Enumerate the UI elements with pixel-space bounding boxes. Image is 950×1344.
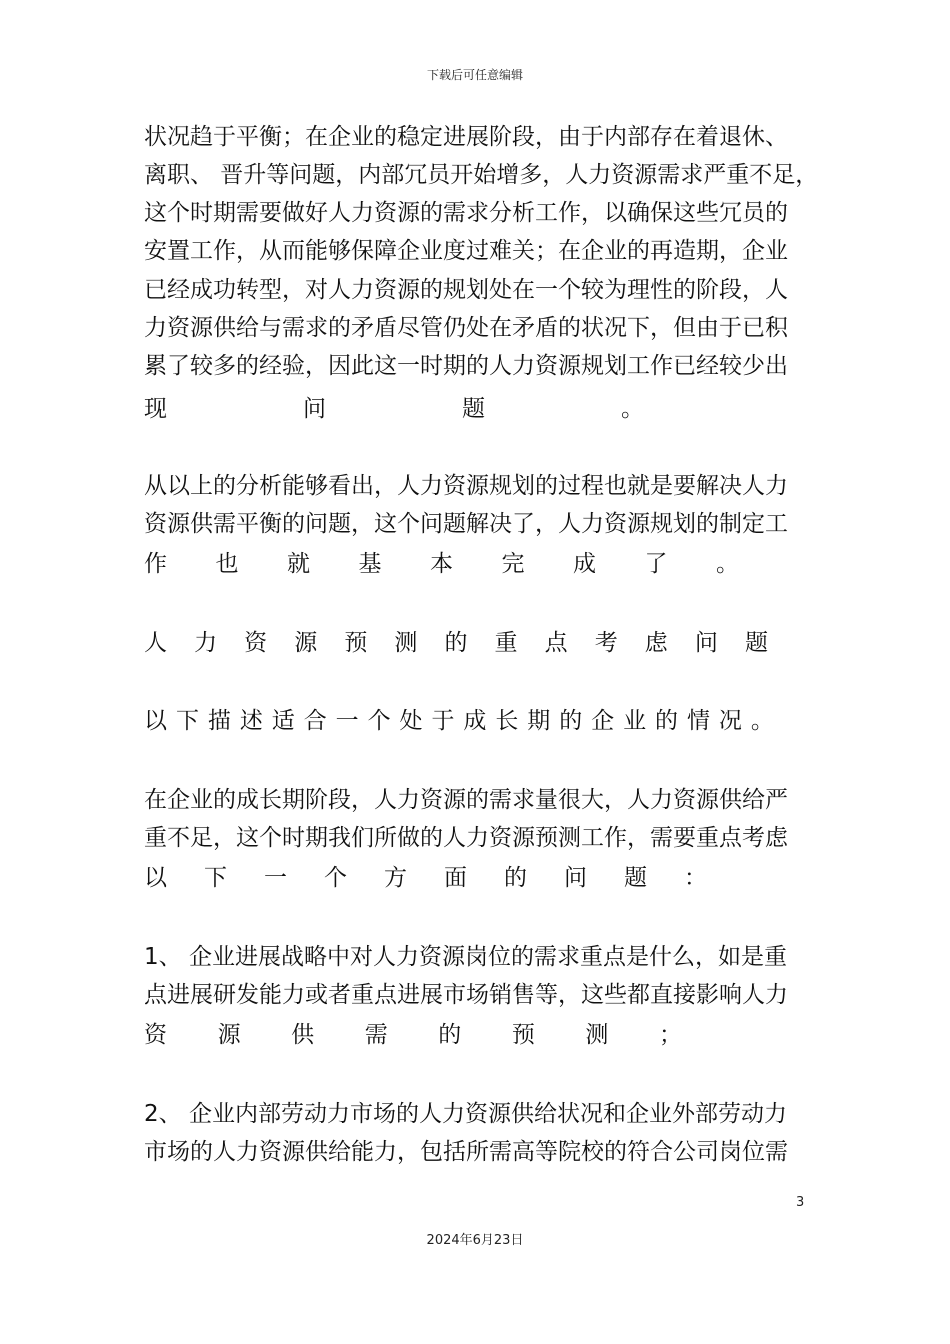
text-char: 题 <box>624 865 647 891</box>
text-line: 从以上的分析能够看出，人力资源规划的过程也就是要解决人力 <box>144 473 788 499</box>
text-line-justified <box>144 863 707 893</box>
text-char: 成 <box>463 708 487 734</box>
text-char: 成 <box>573 551 596 577</box>
text-char: 作 <box>144 551 167 577</box>
text-line-justified <box>144 394 644 424</box>
text-char: 预 <box>344 630 368 656</box>
text-char: 的 <box>438 1022 462 1048</box>
text-line: 在企业的成长期阶段，人力资源的需求量很大，人力资源供给严 <box>144 787 788 813</box>
text-char: 合 <box>303 708 327 734</box>
text-char: 资 <box>244 630 268 656</box>
text-line: 累了较多的经验，因此这一时期的人力资源规划工作已经较少出 <box>144 353 788 379</box>
text-char: 一 <box>335 708 359 734</box>
text-char: 一 <box>264 865 287 891</box>
text-char: 了 <box>644 551 668 577</box>
text-line-justified <box>144 706 774 736</box>
text-char: 处 <box>399 708 423 734</box>
text-char: 人 <box>144 630 167 656</box>
text-char: 测 <box>585 1022 609 1048</box>
text-line-justified <box>144 549 739 579</box>
list-item-1: 1、 企业进展战略中对人力资源岗位的需求重点是什么，如是重 <box>144 944 787 970</box>
text-char: 企 <box>591 708 615 734</box>
text-char: 虑 <box>644 630 668 656</box>
text-char: 个 <box>324 865 347 891</box>
text-char: 。 <box>750 708 774 734</box>
text-line: 离职、 晋升等问题，内部冗员开始增多，人力资源需求严重不足， <box>144 162 819 188</box>
text-char: 测 <box>394 630 418 656</box>
text-char: 点 <box>544 630 568 656</box>
text-char: 重 <box>494 630 518 656</box>
page-header: 下载后可任意编辑 <box>426 68 523 82</box>
text-line: 点进展研发能力或者重点进展市场销售等，这些都直接影响人力 <box>144 982 788 1008</box>
text-char: 完 <box>501 551 525 577</box>
text-char: 源 <box>217 1022 241 1048</box>
text-line: 安置工作，从而能够保障企业度过难关；在企业的再造期，企业 <box>144 238 788 264</box>
text-char: 就 <box>287 551 310 577</box>
text-line: 这个时期需要做好人力资源的需求分析工作，以确保这些冗员的 <box>144 200 788 226</box>
text-char: 于 <box>431 708 455 734</box>
text-char: 面 <box>444 865 467 891</box>
text-char: 个 <box>367 708 391 734</box>
text-char: 现 <box>144 396 167 422</box>
text-char: 考 <box>594 630 618 656</box>
text-char: 方 <box>384 865 407 891</box>
text-char: 下 <box>204 865 227 891</box>
text-char: 力 <box>194 630 218 656</box>
text-char: 预 <box>511 1022 535 1048</box>
footer-date: 2024年6月23日 <box>426 1233 524 1248</box>
text-char: 也 <box>215 551 239 577</box>
text-line-justified <box>144 1020 682 1050</box>
text-line: 已经成功转型，对人力资源的规划处在一个较为理性的阶段，人 <box>144 277 788 303</box>
text-line: 市场的人力资源供给能力，包括所需高等院校的符合公司岗位需 <box>144 1139 788 1165</box>
text-char: 况 <box>718 708 742 734</box>
text-char: 题 <box>744 630 768 656</box>
text-line: 力资源供给与需求的矛盾尽管仍处在矛盾的状况下，但由于已积 <box>144 315 788 341</box>
text-char: 的 <box>444 630 468 656</box>
text-char: 以 <box>144 708 167 734</box>
text-char: 资 <box>144 1022 167 1048</box>
text-char: 题 <box>462 396 485 422</box>
text-char: 需 <box>364 1022 388 1048</box>
text-char: ； <box>658 1022 682 1048</box>
text-char: 述 <box>239 708 263 734</box>
list-item-2: 2、 企业内部劳动力市场的人力资源供给状况和企业外部劳动力 <box>144 1101 787 1127</box>
text-char: 情 <box>686 708 710 734</box>
text-char: 供 <box>291 1022 315 1048</box>
text-char: 业 <box>623 708 647 734</box>
text-char: 的 <box>655 708 678 734</box>
text-char: 适 <box>271 708 295 734</box>
text-line: 资源供需平衡的问题，这个问题解决了，人力资源规划的制定工 <box>144 511 788 537</box>
text-char: 描 <box>207 708 231 734</box>
text-char: 下 <box>175 708 199 734</box>
text-line: 状况趋于平衡；在企业的稳定进展阶段，由于内部存在着退休、 <box>144 124 788 150</box>
text-line: 重不足，这个时期我们所做的人力资源预测工作，需要重点考虑 <box>144 825 788 851</box>
text-char: 的 <box>504 865 527 891</box>
text-char: 的 <box>559 708 583 734</box>
text-char: ： <box>684 865 707 891</box>
text-char: 。 <box>621 396 644 422</box>
section-heading <box>144 628 768 658</box>
text-char: 。 <box>716 551 739 577</box>
text-char: 以 <box>144 865 167 891</box>
text-char: 基 <box>358 551 382 577</box>
text-char: 期 <box>527 708 551 734</box>
text-char: 源 <box>294 630 318 656</box>
text-char: 问 <box>694 630 718 656</box>
text-char: 问 <box>564 865 587 891</box>
text-char: 长 <box>495 708 519 734</box>
page-number: 3 <box>796 1195 805 1210</box>
text-char: 问 <box>303 396 326 422</box>
text-char: 本 <box>430 551 453 577</box>
